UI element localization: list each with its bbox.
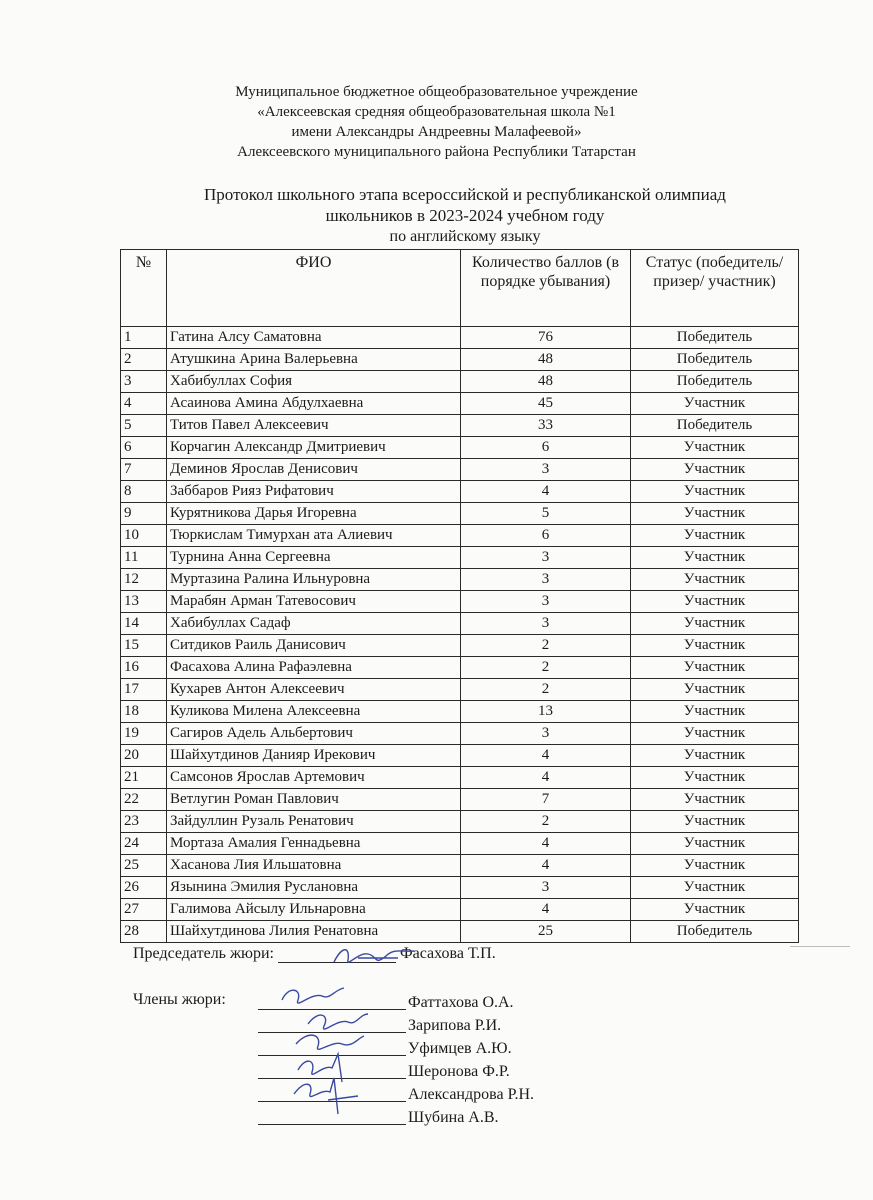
member-name: Уфимцев А.Ю. [408,1040,512,1057]
divider [790,946,850,947]
table-row [121,635,799,657]
row-num: 13 [121,591,167,613]
row-status: Участник [631,701,799,723]
table-row [121,525,799,547]
row-name: Хабибуллах София [167,371,461,393]
row-num: 21 [121,767,167,789]
row-status: Участник [631,547,799,569]
table-row [121,547,799,569]
row-name: Деминов Ярослав Денисович [167,459,461,481]
table-row [121,723,799,745]
row-num: 6 [121,437,167,459]
row-name: Корчагин Александр Дмитриевич [167,437,461,459]
table-row [121,855,799,877]
row-num: 20 [121,745,167,767]
chair-label: Председатель жюри: [133,945,274,962]
table-row [121,437,799,459]
protocol-title [0,184,873,247]
table-row [121,767,799,789]
row-status: Участник [631,679,799,701]
row-score: 4 [461,745,631,767]
header-num: № [121,250,167,327]
row-score: 4 [461,767,631,789]
row-status: Участник [631,723,799,745]
row-num: 8 [121,481,167,503]
table-row [121,591,799,613]
row-score: 4 [461,855,631,877]
member-name: Зарипова Р.И. [408,1017,502,1034]
row-status: Участник [631,525,799,547]
row-name: Хабибуллах Садаф [167,613,461,635]
row-status: Победитель [631,371,799,393]
row-status: Участник [631,393,799,415]
table-row [121,613,799,635]
row-num: 24 [121,833,167,855]
row-num: 1 [121,327,167,349]
row-name: Самсонов Ярослав Артемович [167,767,461,789]
header-score: Количество баллов (в порядке убывания) [461,250,631,327]
row-score: 76 [461,327,631,349]
row-name: Кухарев Антон Алексеевич [167,679,461,701]
row-status: Участник [631,459,799,481]
row-num: 16 [121,657,167,679]
row-num: 28 [121,921,167,943]
row-score: 2 [461,811,631,833]
row-score: 4 [461,833,631,855]
row-score: 4 [461,481,631,503]
row-num: 15 [121,635,167,657]
title-line-3: по английскому языку [389,228,541,245]
row-score: 4 [461,899,631,921]
row-score: 3 [461,459,631,481]
row-score: 3 [461,569,631,591]
row-name: Асаинова Амина Абдулхаевна [167,393,461,415]
header-name: ФИО [167,250,461,327]
table-row [121,877,799,899]
row-score: 2 [461,635,631,657]
row-num: 2 [121,349,167,371]
row-status: Участник [631,503,799,525]
row-score: 3 [461,613,631,635]
row-score: 6 [461,437,631,459]
row-name: Мортаза Амалия Геннадьевна [167,833,461,855]
row-status: Участник [631,437,799,459]
institution-line-1: Муниципальное бюджетное общеобразовательное учреждение [235,84,638,100]
member-name: Шеронова Ф.Р. [408,1063,510,1080]
table-row [121,349,799,371]
row-name: Язынина Эмилия Руслановна [167,877,461,899]
row-name: Турнина Анна Сергеевна [167,547,461,569]
row-num: 14 [121,613,167,635]
row-num: 18 [121,701,167,723]
row-name: Марабян Арман Татевосович [167,591,461,613]
row-status: Участник [631,855,799,877]
chair-signature-scribble [328,942,428,972]
title-line-1: Протокол школьного этапа всероссийской и республиканской олимпиад [204,185,726,204]
row-name: Гатина Алсу Саматовна [167,327,461,349]
row-score: 13 [461,701,631,723]
row-score: 25 [461,921,631,943]
table-row [121,569,799,591]
row-status: Участник [631,811,799,833]
table-row [121,899,799,921]
row-num: 11 [121,547,167,569]
row-num: 7 [121,459,167,481]
row-status: Участник [631,833,799,855]
row-num: 19 [121,723,167,745]
row-name: Шайхутдинов Данияр Ирекович [167,745,461,767]
row-status: Победитель [631,415,799,437]
row-status: Участник [631,569,799,591]
table-body [121,327,799,943]
row-status: Участник [631,481,799,503]
table-row [121,657,799,679]
row-status: Участник [631,877,799,899]
table-row [121,789,799,811]
row-score: 5 [461,503,631,525]
row-num: 12 [121,569,167,591]
row-status: Участник [631,635,799,657]
row-name: Сагиров Адель Альбертович [167,723,461,745]
institution-header [0,82,873,162]
row-num: 26 [121,877,167,899]
row-score: 45 [461,393,631,415]
table-row [121,503,799,525]
row-num: 5 [121,415,167,437]
table-row [121,811,799,833]
title-line-2: школьников в 2023-2024 учебном году [325,206,605,225]
row-score: 3 [461,723,631,745]
row-score: 2 [461,657,631,679]
row-status: Победитель [631,327,799,349]
table-row [121,833,799,855]
row-score: 48 [461,349,631,371]
member-name: Шубина А.В. [408,1109,499,1126]
row-num: 10 [121,525,167,547]
row-status: Участник [631,745,799,767]
institution-line-2: «Алексеевская средняя общеобразовательная школа №1 [257,104,616,120]
institution-line-4: Алексеевского муниципального района Республики Татарстан [237,144,636,160]
header-status: Статус (победитель/ призер/ участник) [631,250,799,327]
row-num: 9 [121,503,167,525]
row-name: Муртазина Ралина Ильнуровна [167,569,461,591]
row-name: Атушкина Арина Валерьевна [167,349,461,371]
institution-line-3: имени Александры Андреевны Малафеевой» [291,124,582,140]
table-row [121,745,799,767]
row-status: Участник [631,613,799,635]
table-row [121,459,799,481]
row-num: 27 [121,899,167,921]
row-name: Зайдуллин Рузаль Ренатович [167,811,461,833]
row-score: 33 [461,415,631,437]
row-name: Заббаров Рияз Рифатович [167,481,461,503]
row-name: Куликова Милена Алексеевна [167,701,461,723]
row-name: Галимова Айсылу Ильнаровна [167,899,461,921]
member-name: Фаттахова О.А. [408,994,514,1011]
row-num: 23 [121,811,167,833]
row-num: 3 [121,371,167,393]
row-score: 6 [461,525,631,547]
results-table [120,249,799,943]
row-score: 48 [461,371,631,393]
row-score: 3 [461,547,631,569]
row-score: 3 [461,877,631,899]
table-row [121,679,799,701]
row-name: Ветлугин Роман Павлович [167,789,461,811]
chair-name: Фасахова Т.П. [400,945,496,962]
row-num: 22 [121,789,167,811]
table-row [121,327,799,349]
row-num: 4 [121,393,167,415]
row-status: Участник [631,591,799,613]
row-status: Участник [631,767,799,789]
row-status: Участник [631,657,799,679]
row-name: Шайхутдинова Лилия Ренатовна [167,921,461,943]
table-row [121,415,799,437]
row-name: Тюркислам Тимурхан ата Алиевич [167,525,461,547]
row-status: Участник [631,789,799,811]
row-num: 17 [121,679,167,701]
row-status: Победитель [631,349,799,371]
table-row [121,701,799,723]
members-label: Члены жюри: [133,991,226,1008]
chair-signature-row [133,945,496,963]
row-name: Хасанова Лия Ильшатовна [167,855,461,877]
row-score: 2 [461,679,631,701]
member-signatures-scribble [268,984,408,1134]
member-name: Александрова Р.Н. [408,1086,535,1103]
row-name: Титов Павел Алексеевич [167,415,461,437]
row-num: 25 [121,855,167,877]
row-status: Победитель [631,921,799,943]
table-header-row [121,250,799,327]
table-row [121,393,799,415]
table-row [121,371,799,393]
row-name: Курятникова Дарья Игоревна [167,503,461,525]
row-score: 7 [461,789,631,811]
table-row [121,921,799,943]
row-status: Участник [631,899,799,921]
row-name: Фасахова Алина Рафаэлевна [167,657,461,679]
row-name: Ситдиков Раиль Данисович [167,635,461,657]
row-score: 3 [461,591,631,613]
table-row [121,481,799,503]
